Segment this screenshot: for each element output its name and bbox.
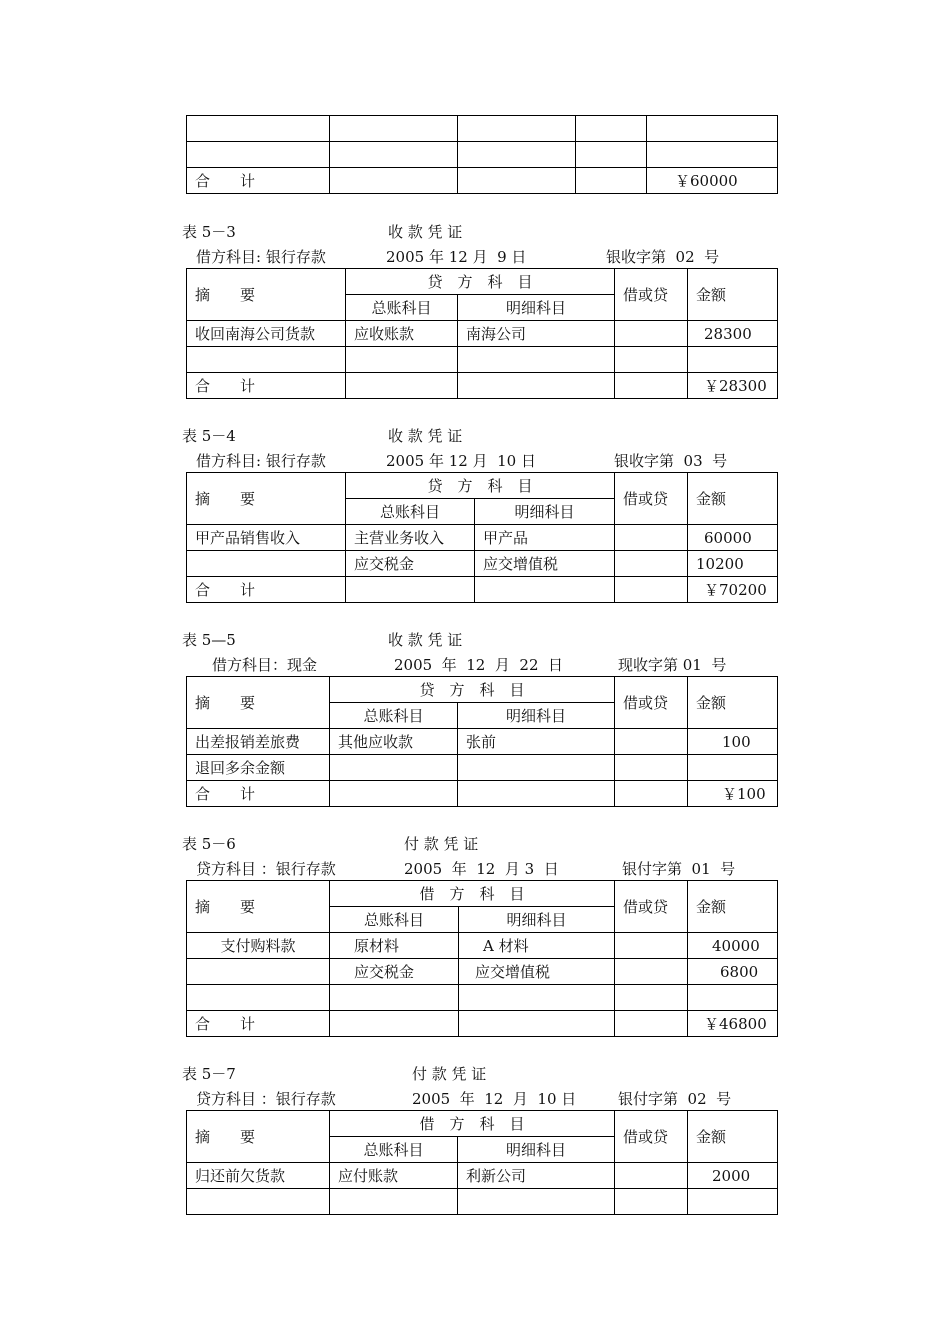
col-general: 总账科目 bbox=[330, 1137, 458, 1163]
voucher-title: 收 款 凭 证 bbox=[388, 631, 463, 649]
col-summary: 摘 要 bbox=[187, 269, 346, 321]
col-group: 借 方 科 目 bbox=[330, 1111, 615, 1137]
cell-general: 应收账款 bbox=[346, 321, 458, 347]
cell-detail: A 材料 bbox=[459, 933, 615, 959]
top-table bbox=[186, 115, 778, 194]
col-summary: 摘 要 bbox=[187, 677, 330, 729]
table-row bbox=[187, 729, 778, 755]
table-row bbox=[187, 1163, 778, 1189]
voucher-date: 2005 年 12 月 10 日 bbox=[412, 1090, 577, 1108]
cell-dc bbox=[615, 729, 688, 755]
cell-dc bbox=[615, 321, 688, 347]
total-label: 合 计 bbox=[187, 168, 330, 194]
col-dc: 借或贷 bbox=[615, 1111, 688, 1163]
voucher-date: 2005 年 12 月 9 日 bbox=[386, 248, 527, 266]
voucher-number: 现收字第 01 号 bbox=[618, 656, 727, 674]
cell-detail: 南海公司 bbox=[458, 321, 615, 347]
voucher-subject: 贷方科目 ：银行存款 bbox=[196, 1090, 336, 1108]
cell-dc bbox=[615, 525, 688, 551]
cell-amount: 2000 bbox=[688, 1163, 778, 1189]
cell-general: 主营业务收入 bbox=[346, 525, 475, 551]
col-general: 总账科目 bbox=[346, 295, 458, 321]
col-dc: 借或贷 bbox=[615, 473, 688, 525]
table-row bbox=[187, 347, 778, 373]
col-general: 总账科目 bbox=[330, 703, 458, 729]
cell-general: 其他应收款 bbox=[330, 729, 458, 755]
total-row bbox=[187, 373, 778, 399]
cell-summary: 退回多余金额 bbox=[187, 755, 330, 781]
table-row bbox=[187, 551, 778, 577]
voucher-date: 2005 年 12 月 3 日 bbox=[404, 860, 559, 878]
voucher-table bbox=[186, 880, 778, 1037]
voucher-table bbox=[186, 268, 778, 399]
col-dc: 借或贷 bbox=[615, 269, 688, 321]
voucher-title: 收 款 凭 证 bbox=[388, 427, 463, 445]
cell-detail: 利新公司 bbox=[458, 1163, 615, 1189]
voucher-table bbox=[186, 472, 778, 603]
voucher-number: 银付字第 02 号 bbox=[618, 1090, 732, 1108]
voucher-table bbox=[186, 1110, 778, 1215]
voucher-subject: 借方科目: 银行存款 bbox=[196, 248, 326, 266]
col-group: 贷 方 科 目 bbox=[346, 269, 615, 295]
col-dc: 借或贷 bbox=[615, 677, 688, 729]
table-row bbox=[187, 985, 778, 1011]
total-label: 合 计 bbox=[187, 1011, 330, 1037]
cell-detail: 应交增值税 bbox=[475, 551, 615, 577]
cell-summary bbox=[187, 959, 330, 985]
cell-summary: 支付购料款 bbox=[187, 933, 330, 959]
table-label: 表 5－4 bbox=[182, 427, 236, 445]
cell-dc bbox=[615, 1163, 688, 1189]
table-row bbox=[187, 959, 778, 985]
voucher-date: 2005 年 12 月 22 日 bbox=[394, 656, 564, 674]
table-row bbox=[187, 755, 778, 781]
cell-summary bbox=[187, 551, 346, 577]
col-detail: 明细科目 bbox=[458, 1137, 615, 1163]
col-summary: 摘 要 bbox=[187, 881, 330, 933]
table-row bbox=[187, 525, 778, 551]
col-detail: 明细科目 bbox=[458, 703, 615, 729]
table-row bbox=[187, 321, 778, 347]
cell-amount: 28300 bbox=[688, 321, 778, 347]
col-amount: 金额 bbox=[688, 269, 778, 321]
cell-dc bbox=[615, 959, 688, 985]
col-general: 总账科目 bbox=[330, 907, 459, 933]
col-summary: 摘 要 bbox=[187, 1111, 330, 1163]
cell-detail: 张前 bbox=[458, 729, 615, 755]
col-amount: 金额 bbox=[688, 881, 778, 933]
col-amount: 金额 bbox=[688, 677, 778, 729]
voucher-number: 银收字第 02 号 bbox=[606, 248, 720, 266]
cell-summary: 出差报销差旅费 bbox=[187, 729, 330, 755]
cell-general: 应付账款 bbox=[330, 1163, 458, 1189]
voucher-title: 收 款 凭 证 bbox=[388, 223, 463, 241]
voucher-number: 银收字第 03 号 bbox=[614, 452, 728, 470]
total-amount: ￥100 bbox=[688, 781, 778, 807]
voucher-title: 付 款 凭 证 bbox=[412, 1065, 487, 1083]
col-group: 借 方 科 目 bbox=[330, 881, 615, 907]
total-row bbox=[187, 781, 778, 807]
cell-general: 应交税金 bbox=[330, 959, 459, 985]
voucher-subject: 借方科目: 银行存款 bbox=[196, 452, 326, 470]
voucher-number: 银付字第 01 号 bbox=[622, 860, 736, 878]
table-label: 表 5－3 bbox=[182, 223, 236, 241]
voucher-subject: 贷方科目 ：银行存款 bbox=[196, 860, 336, 878]
cell-amount: 100 bbox=[688, 729, 778, 755]
cell-amount: 10200 bbox=[688, 551, 778, 577]
voucher-subject: 借方科目：现金 bbox=[212, 656, 318, 674]
total-row bbox=[187, 577, 778, 603]
table-label: 表 5－6 bbox=[182, 835, 236, 853]
total-row bbox=[187, 1011, 778, 1037]
col-amount: 金额 bbox=[688, 473, 778, 525]
cell-summary: 收回南海公司货款 bbox=[187, 321, 346, 347]
total-label: 合 计 bbox=[187, 577, 346, 603]
cell-summary: 甲产品销售收入 bbox=[187, 525, 346, 551]
voucher-table bbox=[186, 676, 778, 807]
total-amount: ￥60000 bbox=[647, 168, 778, 194]
total-amount: ￥28300 bbox=[688, 373, 778, 399]
table-row bbox=[187, 933, 778, 959]
cell-amount: 40000 bbox=[688, 933, 778, 959]
cell-amount: 6800 bbox=[688, 959, 778, 985]
total-amount: ￥46800 bbox=[688, 1011, 778, 1037]
cell-general: 原材料 bbox=[330, 933, 459, 959]
col-detail: 明细科目 bbox=[475, 499, 615, 525]
cell-detail: 甲产品 bbox=[475, 525, 615, 551]
col-group: 贷 方 科 目 bbox=[330, 677, 615, 703]
table-row bbox=[187, 1189, 778, 1215]
total-label: 合 计 bbox=[187, 373, 346, 399]
total-label: 合 计 bbox=[187, 781, 330, 807]
col-amount: 金额 bbox=[688, 1111, 778, 1163]
table-label: 表 5—5 bbox=[182, 631, 236, 649]
col-detail: 明细科目 bbox=[458, 295, 615, 321]
col-dc: 借或贷 bbox=[615, 881, 688, 933]
cell-general: 应交税金 bbox=[346, 551, 475, 577]
table-label: 表 5－7 bbox=[182, 1065, 236, 1083]
col-detail: 明细科目 bbox=[459, 907, 615, 933]
voucher-date: 2005 年 12 月 10 日 bbox=[386, 452, 536, 470]
col-summary: 摘 要 bbox=[187, 473, 346, 525]
total-amount: ￥70200 bbox=[688, 577, 778, 603]
cell-detail: 应交增值税 bbox=[459, 959, 615, 985]
cell-dc bbox=[615, 551, 688, 577]
cell-dc bbox=[615, 933, 688, 959]
col-general: 总账科目 bbox=[346, 499, 475, 525]
col-group: 贷 方 科 目 bbox=[346, 473, 615, 499]
voucher-title: 付 款 凭 证 bbox=[404, 835, 479, 853]
cell-amount: 60000 bbox=[688, 525, 778, 551]
cell-summary: 归还前欠货款 bbox=[187, 1163, 330, 1189]
